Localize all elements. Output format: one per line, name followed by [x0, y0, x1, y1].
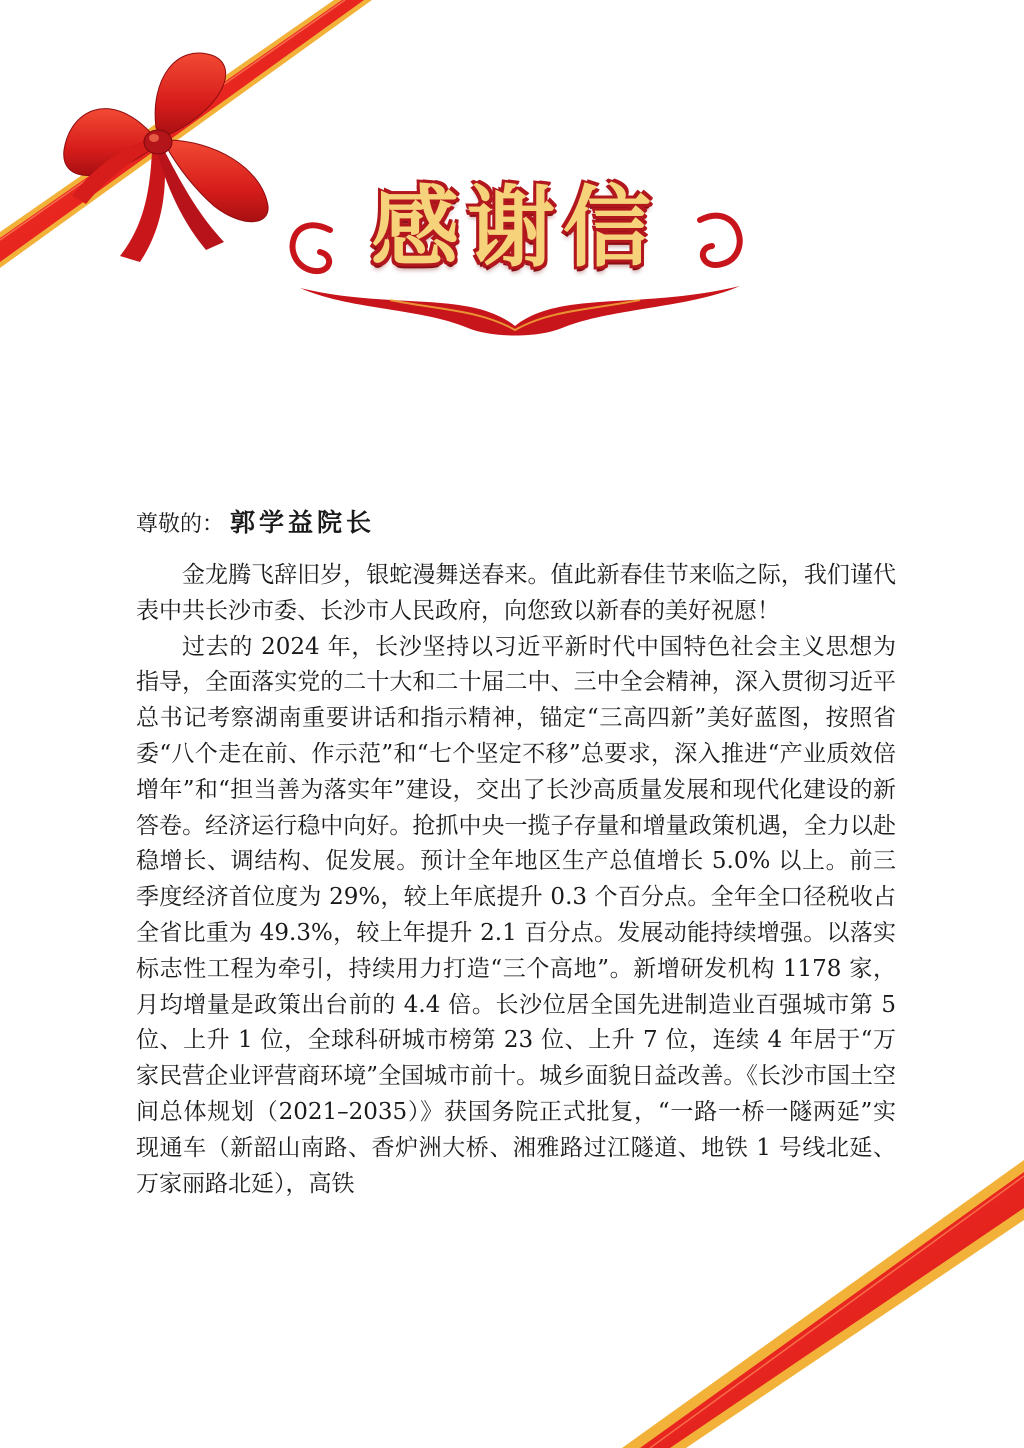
bottom-ribbon-band [622, 1160, 1024, 1448]
recipient-name: 郭学益院长 [230, 508, 376, 537]
paragraph-greeting: 金龙腾飞辞旧岁，银蛇漫舞送春来。值此新春佳节来临之际，我们谨代表中共长沙市委、长沙市人民政府，向您致以新春的美好祝愿！ [136, 562, 896, 624]
salutation [136, 500, 896, 548]
page-title: 感谢信 [370, 176, 659, 279]
paragraph-review: 过去的 2024 年，长沙坚持以习近平新时代中国特色社会主义思想为指导，全面落实党的二十大和二十届二中、三中全会精神，深入贯彻习近平总书记考察湖南重要讲话和指示精神，锚定“三高四新”美好蓝图，按照省委“八个走在前、作示范”和“七个坚定不移”总要求，深入推进“产业质效倍增年”和“担当善为落实年”建设，交出了长沙高质量发展和现代化建设的新答卷。经济运行稳中向好。抢抓中央一揽子存量和增量政策机遇，全力以赴稳增长、调结构、促发展。预计全年地区生产总值增长 5.0% 以上。前三季度经济首位度为 29%，较上年底提升 0.3 个百分点。全年全口径税收占全省比重为 49.3%，较上年提升 2.1 百分点。发展动能持续增强。以落实标志性工程为牵引，持续用力打造“三个高地”。新增研发机构 1178 家，月均增量是政策出台前的 4.4 倍。长沙位居全国先进制造业百强城市第 5 位、上升 1 位，全球科研城市榜第 23 位、上升 7 位，连续 4 年居于“万家民营企业评营商环境”全国城市前十。城乡面貌日益改善。《长沙市国土空间总体规划（2021–2035）》获国务院正式批复，“一路一桥一隧两延”实现通车（新韶山南路、香炉洲大桥、湘雅路过江隧道、地铁 1 号线北延、万家丽路北延），高铁 [136, 633, 896, 1197]
letter-body [136, 500, 896, 1202]
title-banner [270, 160, 760, 350]
salutation-prefix: 尊敬的： [136, 512, 225, 537]
